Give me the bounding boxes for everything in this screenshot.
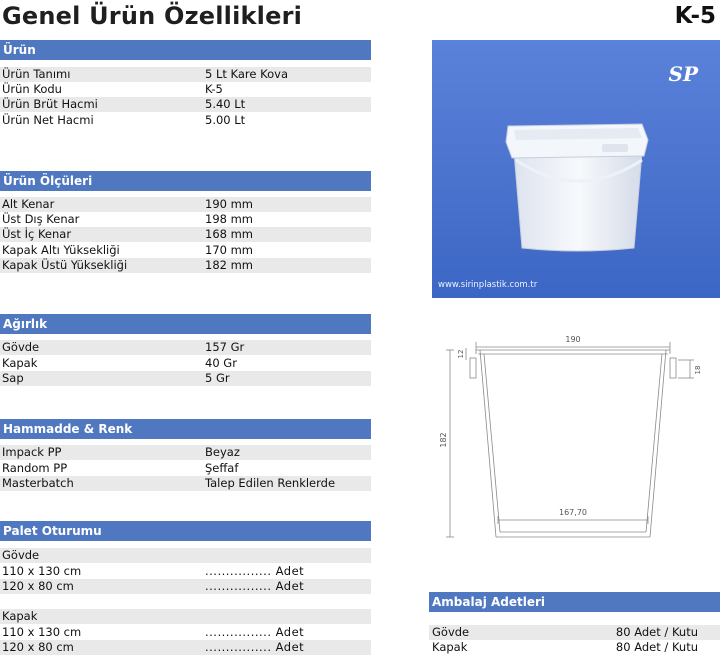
row-value: ................ Adet bbox=[205, 579, 305, 593]
row-value: 190 mm bbox=[205, 197, 254, 211]
row-label: Impack PP bbox=[2, 445, 62, 459]
row-label: Ürün Kodu bbox=[2, 82, 62, 96]
row-label: Ürün Tanımı bbox=[2, 67, 71, 81]
table-row bbox=[0, 579, 371, 594]
table-row bbox=[0, 113, 371, 128]
row-label: Gövde bbox=[2, 340, 40, 354]
row-label: Kapak Üstü Yüksekliği bbox=[2, 258, 128, 272]
row-label: Kapak Altı Yüksekliği bbox=[2, 243, 120, 257]
row-value: ................ Adet bbox=[205, 625, 305, 639]
section-header-urun: Ürün bbox=[0, 40, 371, 60]
row-label: 110 x 130 cm bbox=[2, 564, 82, 578]
table-row bbox=[0, 227, 371, 242]
table-row bbox=[0, 197, 371, 212]
row-value: K-5 bbox=[205, 82, 223, 96]
table-row bbox=[0, 82, 371, 97]
row-label: 120 x 80 cm bbox=[2, 579, 74, 593]
table-row bbox=[0, 640, 371, 655]
row-value: 5 Lt Kare Kova bbox=[205, 67, 288, 81]
table-row bbox=[0, 445, 371, 460]
technical-drawing bbox=[440, 322, 720, 550]
company-logo: SP bbox=[668, 62, 698, 86]
table-row bbox=[0, 212, 371, 227]
row-label: Gövde bbox=[432, 625, 470, 639]
table-row bbox=[0, 356, 371, 371]
table-row bbox=[0, 371, 371, 386]
row-value: Talep Edilen Renklerde bbox=[205, 476, 336, 490]
row-label: Masterbatch bbox=[2, 476, 74, 490]
dimension-drawing bbox=[440, 322, 720, 550]
row-value: Şeffaf bbox=[205, 461, 239, 475]
subsection-label-kapak bbox=[0, 609, 371, 624]
row-label: Kapak bbox=[2, 609, 38, 623]
row-label: Üst Dış Kenar bbox=[2, 212, 80, 226]
dim-top-label: 190 bbox=[565, 335, 581, 344]
row-label: Sap bbox=[2, 371, 24, 385]
dim-bottom-label: 167,70 bbox=[559, 508, 587, 517]
table-row bbox=[0, 461, 371, 476]
section-header-agirlik: Ağırlık bbox=[0, 314, 371, 334]
row-value: 5 Gr bbox=[205, 371, 230, 385]
row-label: Kapak bbox=[432, 640, 468, 654]
row-label: Alt Kenar bbox=[2, 197, 55, 211]
product-photo bbox=[432, 40, 720, 298]
row-value: ................ Adet bbox=[205, 640, 305, 654]
dim-height-label: 182 bbox=[439, 432, 448, 448]
page-title: Genel Ürün Özellikleri bbox=[2, 2, 303, 30]
row-value: Beyaz bbox=[205, 445, 240, 459]
table-row bbox=[0, 243, 371, 258]
dim-rim-label: 12 bbox=[457, 349, 465, 359]
row-value: 80 Adet / Kutu bbox=[615, 640, 698, 654]
table-row bbox=[0, 258, 371, 273]
dim-handle-label: 18 bbox=[694, 365, 702, 375]
row-label: Kapak bbox=[2, 356, 38, 370]
section-header-hammadde: Hammadde & Renk bbox=[0, 419, 371, 439]
table-row bbox=[429, 640, 720, 655]
table-row bbox=[0, 67, 371, 82]
row-value: 40 Gr bbox=[205, 356, 237, 370]
section-header-olculer: Ürün Ölçüleri bbox=[0, 171, 371, 191]
row-value: 198 mm bbox=[205, 212, 254, 226]
row-value: 5.00 Lt bbox=[205, 113, 246, 127]
table-row bbox=[0, 625, 371, 640]
table-row bbox=[0, 97, 371, 112]
row-value: 157 Gr bbox=[205, 340, 245, 354]
row-label: Üst İç Kenar bbox=[2, 227, 72, 241]
row-label: 120 x 80 cm bbox=[2, 640, 74, 654]
row-value: 170 mm bbox=[205, 243, 254, 257]
row-label: Random PP bbox=[2, 461, 68, 475]
product-code: K-5 bbox=[674, 3, 716, 29]
row-label: Ürün Net Hacmi bbox=[2, 113, 94, 127]
website-url: www.sirinplastik.com.tr bbox=[438, 280, 538, 290]
section-header-palet: Palet Oturumu bbox=[0, 521, 371, 541]
row-value: 5.40 Lt bbox=[205, 97, 246, 111]
row-value: 168 mm bbox=[205, 227, 254, 241]
row-value: ................ Adet bbox=[205, 564, 305, 578]
row-value: 80 Adet / Kutu bbox=[615, 625, 698, 639]
table-row bbox=[0, 340, 371, 355]
table-row bbox=[429, 625, 720, 640]
table-row bbox=[0, 564, 371, 579]
row-value: 182 mm bbox=[205, 258, 254, 272]
row-label: 110 x 130 cm bbox=[2, 625, 82, 639]
section-header-ambalaj: Ambalaj Adetleri bbox=[429, 592, 720, 612]
subsection-label-govde bbox=[0, 548, 371, 563]
table-row bbox=[0, 476, 371, 491]
row-label: Gövde bbox=[2, 548, 40, 562]
row-label: Ürün Brüt Hacmi bbox=[2, 97, 98, 111]
